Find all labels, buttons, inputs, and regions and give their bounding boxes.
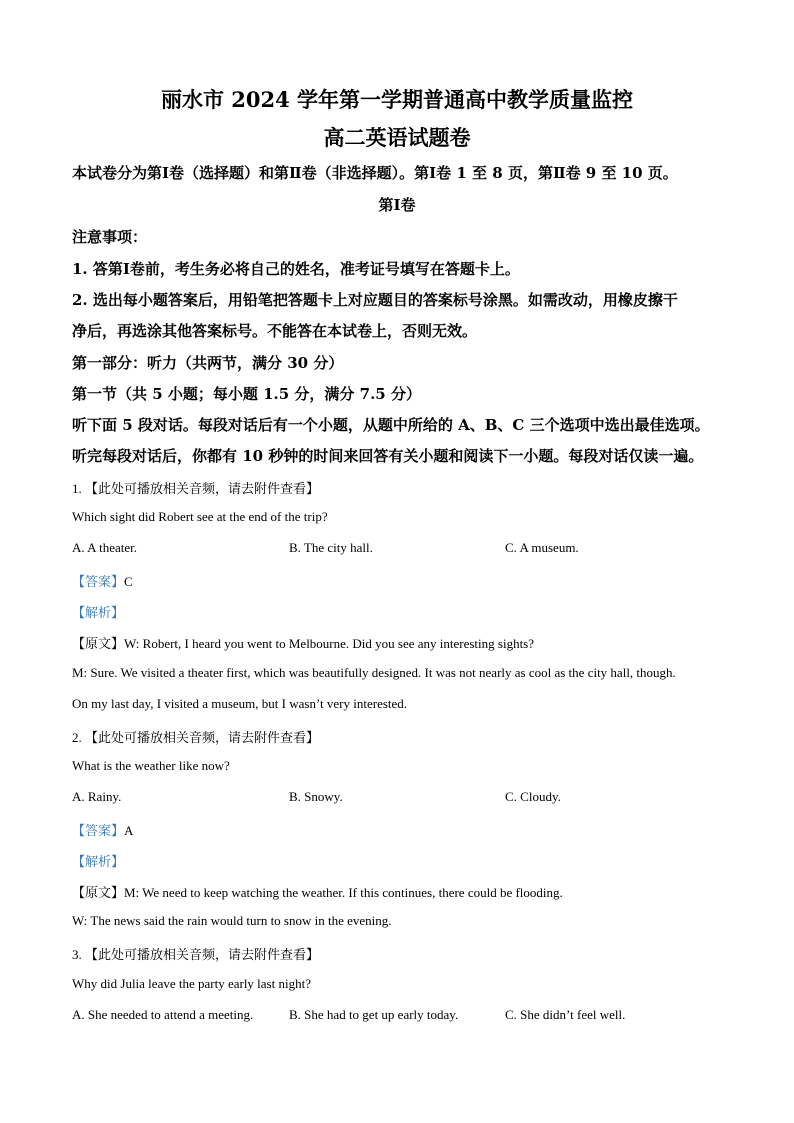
answer-tag: 【答案】 <box>72 574 125 589</box>
part-1-heading: 第一部分：听力（共两节，满分 30 分） <box>72 354 344 372</box>
question-2-option-b: B. Snowy. <box>289 789 343 804</box>
question-2-answer <box>72 820 133 839</box>
question-2-audio[interactable]: 2. 【此处可播放相关音频，请去附件查看】 <box>72 730 320 745</box>
question-1-stem: Which sight did Robert see at the end of the trip? <box>72 509 328 524</box>
answer-tag: 【答案】 <box>72 823 125 838</box>
exam-subtitle: 高二英语试题卷 <box>323 125 471 150</box>
question-3-audio[interactable]: 3. 【此处可播放相关音频，请去附件查看】 <box>72 947 320 962</box>
section-1-heading: 第一节（共 5 小题；每小题 1.5 分，满分 7.5 分） <box>72 385 421 403</box>
directions-line-2: 听完每段对话后，你都有 10 秒钟的时间来回答有关小题和阅读下一小题。每段对话仅读一遍。 <box>72 447 704 465</box>
question-1-option-b: B. The city hall. <box>289 540 373 555</box>
question-1-answer <box>72 571 133 590</box>
question-1-option-a: A. A theater. <box>72 540 137 555</box>
question-1-analysis-tag: 【解析】 <box>72 605 125 620</box>
volume-heading: 第Ⅰ卷 <box>378 196 416 214</box>
answer-value: C <box>124 574 133 589</box>
question-2-stem: What is the weather like now? <box>72 758 230 773</box>
exam-title: 丽水市 2024 学年第一学期普通高中教学质量监控 <box>160 87 634 112</box>
question-1-transcript-line-3: On my last day, I visited a museum, but I wasn’t very interested. <box>72 696 408 711</box>
question-2-option-c: C. Cloudy. <box>505 789 561 804</box>
question-1-transcript-line-1: 【原文】W: Robert, I heard you went to Melbourne. Did you see any interesting sights? <box>72 636 535 651</box>
question-1-transcript-line-2: M: Sure. We visited a theater first, which was beautifully designed. It was not nearly as cool as the city hall, though. <box>72 665 676 680</box>
question-3-option-c: C. She didn’t feel well. <box>505 1007 626 1022</box>
question-2-option-a: A. Rainy. <box>72 789 122 804</box>
question-2-transcript-line-1: 【原文】M: We need to keep watching the weather. If this continues, there could be flooding. <box>72 885 563 900</box>
notes-heading: 注意事项： <box>72 228 148 246</box>
question-1-audio[interactable]: 1. 【此处可播放相关音频，请去附件查看】 <box>72 481 320 496</box>
question-2-analysis-tag: 【解析】 <box>72 854 125 869</box>
directions-line-1: 听下面 5 段对话。每段对话后有一个小题，从题中所给的 A、B、C 三个选项中选出最佳选项。 <box>72 416 710 434</box>
answer-value: A <box>124 823 134 838</box>
paper-info: 本试卷分为第Ⅰ卷（选择题）和第Ⅱ卷（非选择题）。第Ⅰ卷 1 至 8 页，第Ⅱ卷 9 至 10 页。 <box>72 164 678 182</box>
note-1: 1. 答第Ⅰ卷前，考生务必将自己的姓名，准考证号填写在答题卡上。 <box>72 260 520 278</box>
question-3-option-b: B. She had to get up early today. <box>289 1007 459 1022</box>
question-1-option-c: C. A museum. <box>505 540 579 555</box>
note-2-line-1: 2. 选出每小题答案后，用铅笔把答题卡上对应题目的答案标号涂黑。如需改动，用橡皮擦干 <box>72 291 678 309</box>
note-2-line-2: 净后，再选涂其他答案标号。不能答在本试卷上，否则无效。 <box>72 322 478 340</box>
question-2-transcript-line-2: W: The news said the rain would turn to snow in the evening. <box>72 913 392 928</box>
question-3-option-a: A. She needed to attend a meeting. <box>72 1007 254 1022</box>
question-3-stem: Why did Julia leave the party early last night? <box>72 976 311 991</box>
